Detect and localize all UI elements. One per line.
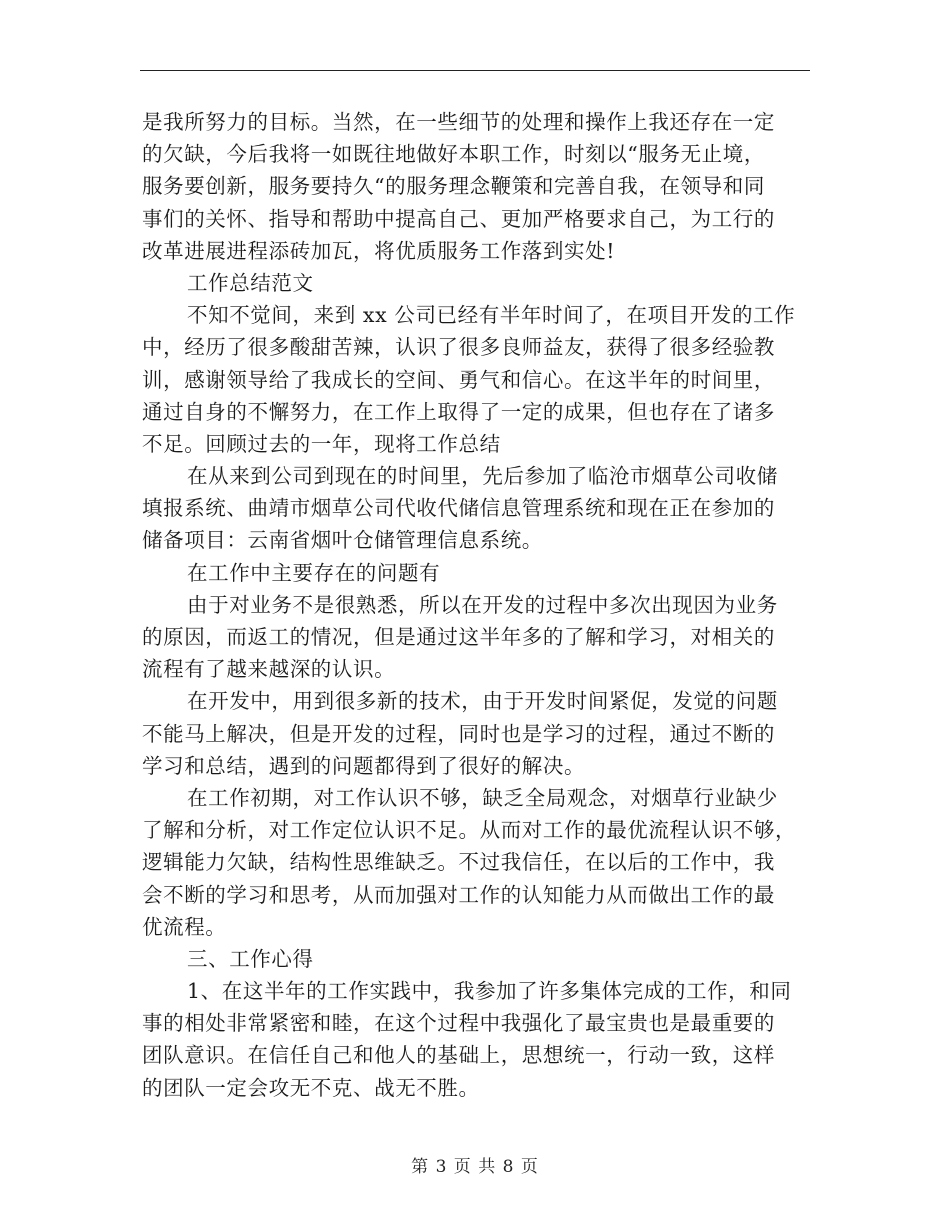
paragraph: [142, 106, 810, 267]
text-line: 训，感谢领导给了我成长的空间、勇气和信心。在这半年的时间里，: [142, 367, 775, 392]
header-rule: [140, 70, 810, 71]
text-line: 的原因，而返工的情况，但是通过这半年多的了解和学习，对相关的: [142, 625, 775, 649]
text-line: 在开发中，用到很多新的技术，由于开发时间紧促，发觉的问题: [187, 689, 778, 714]
text-line: 填报系统、曲靖市烟草公司代收代储信息管理系统和现在正在参加的: [142, 496, 775, 521]
paragraph: [142, 589, 810, 686]
paragraph: [142, 782, 810, 943]
text-line: 不能马上解决，但是开发的过程，同时也是学习的过程，通过不断的: [142, 721, 775, 746]
text-line: 三、工作心得: [187, 946, 314, 971]
text-line: 是我所努力的目标。当然，在一些细节的处理和操作上我还存在一定: [142, 110, 775, 134]
text-line: 改革进展进程添砖加瓦，将优质服务工作落到实处!: [142, 238, 616, 263]
document-body: [142, 106, 810, 1104]
text-line: 不知不觉间，来到 xx 公司已经有半年时间了，在项目开发的工作: [187, 303, 796, 328]
page-footer: 第 3 页 共 8 页: [411, 1157, 539, 1177]
paragraph: [142, 557, 810, 589]
text-line: 优流程。: [142, 914, 227, 939]
text-line: 中，经历了很多酸甜苦辣，认识了很多良师益友，获得了很多经验教: [142, 335, 775, 360]
paragraph: [142, 460, 810, 557]
text-line: 在工作中主要存在的问题有: [187, 560, 441, 585]
text-line: 由于对业务不是很熟悉，所以在开发的过程中多次出现因为业务: [187, 592, 778, 617]
text-line: 会不断的学习和思考，从而加强对工作的认知能力从而做出工作的最: [142, 882, 775, 907]
paragraph: [142, 299, 810, 460]
text-line: 团队意识。在信任自己和他人的基础上，思想统一，行动一致，这样: [142, 1043, 775, 1068]
paragraph: [142, 267, 810, 299]
text-line: 储备项目：云南省烟叶仓储管理信息系统。: [142, 528, 543, 553]
text-line: 事的相处非常紧密和睦，在这个过程中我强化了最宝贵也是最重要的: [142, 1011, 775, 1036]
text-line: 的欠缺，今后我将一如既往地做好本职工作，时刻以“服务无止境，: [142, 142, 765, 167]
text-line: 逻辑能力欠缺，结构性思维缺乏。不过我信任，在以后的工作中，我: [142, 850, 775, 875]
text-line: 1、在这半年的工作实践中，我参加了许多集体完成的工作，和同: [187, 979, 792, 1004]
text-line: 事们的关怀、指导和帮助中提高自己、更加严格要求自己，为工行的: [142, 206, 775, 231]
paragraph: [142, 975, 810, 1104]
text-line: 的团队一定会攻无不克、战无不胜。: [142, 1075, 480, 1100]
text-line: 了解和分析，对工作定位认识不足。从而对工作的最优流程认识不够，: [142, 818, 797, 843]
paragraph: [142, 943, 810, 975]
text-line: 服务要创新，服务要持久“的服务理念鞭策和完善自我，在领导和同: [142, 174, 765, 199]
paragraph: [142, 685, 810, 782]
text-line: 学习和总结，遇到的问题都得到了很好的解决。: [142, 753, 586, 778]
text-line: 不足。回顾过去的一年，现将工作总结: [142, 431, 501, 456]
text-line: 通过自身的不懈努力，在工作上取得了一定的成果，但也存在了诸多: [142, 399, 775, 424]
text-line: 在从来到公司到现在的时间里，先后参加了临沧市烟草公司收储: [187, 464, 778, 489]
text-line: 流程有了越来越深的认识。: [142, 657, 396, 682]
text-line: 工作总结范文: [187, 270, 314, 295]
text-line: 在工作初期，对工作认识不够，缺乏全局观念，对烟草行业缺少: [187, 785, 778, 810]
